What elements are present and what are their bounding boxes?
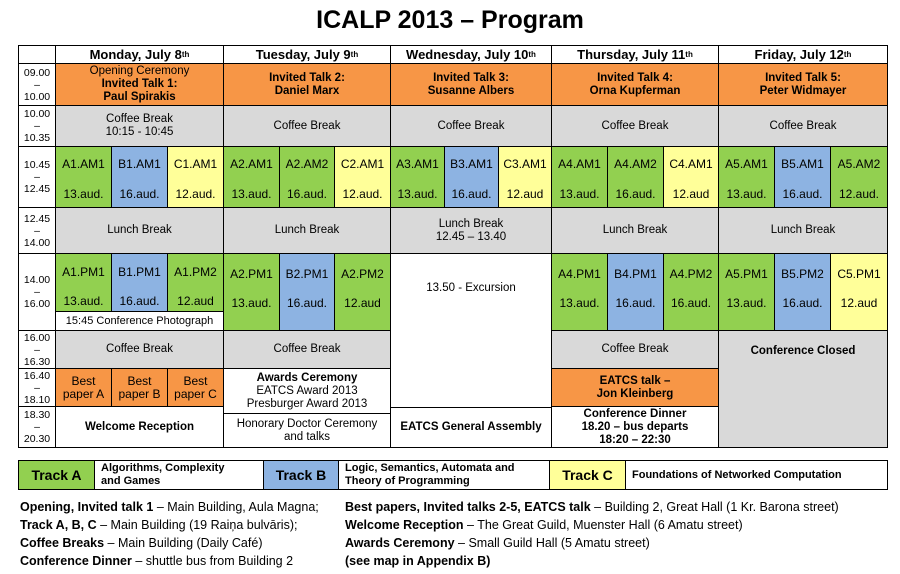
legend-track-a: Track A <box>18 460 95 490</box>
session-a3-am1: A3.AM1 13.aud. <box>390 146 445 208</box>
session-c2-am1: C2.AM1 12.aud. <box>334 146 391 208</box>
lunch-break: Lunch Break <box>223 207 391 254</box>
note-row: Best papers, Invited talks 2-5, EATCS talk – Building 2, Great Hall (1 Kr. Barona street) <box>345 500 839 514</box>
lunch-break: Lunch Break <box>55 207 224 254</box>
session-b5-am1: B5.AM1 16.aud. <box>774 146 831 208</box>
best-paper-c: Best paper C <box>167 368 224 407</box>
day-header-monday: Monday, July 8 th <box>55 45 224 64</box>
eatcs-talk: EATCS talk – Jon Kleinberg <box>551 368 719 407</box>
awards-ceremony: Awards Ceremony EATCS Award 2013 Presburger Award 2013 <box>223 368 391 414</box>
note-row: Awards Ceremony – Small Guild Hall (5 Amatu street) <box>345 536 650 550</box>
day-header-tuesday: Tuesday, July 9 th <box>223 45 391 64</box>
time-slot: 16.00 – 16.30 <box>18 330 56 369</box>
session-b3-am1: B3.AM1 16.aud. <box>444 146 499 208</box>
time-slot: 10.45 – 12.45 <box>18 146 56 208</box>
session-c4-am1: C4.AM1 12.aud <box>663 146 719 208</box>
legend-track-b-desc: Logic, Semantics, Automata and Theory of Programming <box>338 460 550 490</box>
conference-dinner: Conference Dinner 18.20 – bus departs 18:20 – 22:30 <box>551 406 719 448</box>
legend-track-c: Track C <box>549 460 626 490</box>
note-row: Conference Dinner – shuttle bus from Building 2 <box>20 554 294 568</box>
best-paper-b: Best paper B <box>111 368 168 407</box>
conference-photograph: 15:45 Conference Photograph <box>55 311 224 331</box>
session-b1-pm1: B1.PM1 16.aud. <box>111 253 168 312</box>
time-slot: 09.00 – 10.00 <box>18 63 56 106</box>
session-a1-pm1: A1.PM1 13.aud. <box>55 253 112 312</box>
coffee-break-am: Coffee Break 10:15 - 10:45 <box>55 105 224 147</box>
session-a4-pm2: A4.PM2 16.aud. <box>663 253 719 331</box>
invited-talk-4: Invited Talk 4: Orna Kupferman <box>551 63 719 106</box>
note-row: Welcome Reception – The Great Guild, Muenster Hall (6 Amatu street) <box>345 518 743 532</box>
session-b5-pm2: B5.PM2 16.aud. <box>774 253 831 331</box>
legend-track-c-desc: Foundations of Networked Computation <box>625 460 888 490</box>
lunch-break: Lunch Break <box>551 207 719 254</box>
session-a5-am1: A5.AM1 13.aud. <box>718 146 775 208</box>
table-corner <box>18 45 56 64</box>
day-header-wednesday: Wednesday, July 10 th <box>390 45 552 64</box>
time-slot: 12.45 – 14.00 <box>18 207 56 254</box>
note-row: Track A, B, C – Main Building (19 Raiņa bulvāris); <box>20 518 298 532</box>
session-a2-pm2: A2.PM2 12.aud <box>334 253 391 331</box>
time-slot: 16.40 – 18.10 <box>18 368 56 407</box>
day-name: Thursday, July 11 <box>577 47 686 62</box>
time-slot: 10.00 – 10.35 <box>18 105 56 147</box>
invited-talk-2: Invited Talk 2: Daniel Marx <box>223 63 391 106</box>
session-b4-pm1: B4.PM1 16.aud. <box>607 253 664 331</box>
honorary-doctor-ceremony: Honorary Doctor Ceremony and talks <box>223 413 391 448</box>
day-name: Wednesday, July 10 <box>406 47 529 62</box>
coffee-break-pm: Coffee Break <box>551 330 719 369</box>
session-a1-am1: A1.AM1 13.aud. <box>55 146 112 208</box>
opening-ceremony: Opening Ceremony Invited Talk 1: Paul Spirakis <box>55 63 224 106</box>
session-c5-pm1: C5.PM1 12.aud <box>830 253 888 331</box>
session-a5-am2: A5.AM2 12.aud. <box>830 146 888 208</box>
invited-talk-5: Invited Talk 5: Peter Widmayer <box>718 63 888 106</box>
coffee-break-am: Coffee Break <box>551 105 719 147</box>
day-name: Monday, July 8 <box>89 47 182 62</box>
eatcs-general-assembly: EATCS General Assembly <box>390 407 552 448</box>
day-name: Friday, July 12 <box>754 47 844 62</box>
day-header-friday: Friday, July 12 th <box>718 45 888 64</box>
page-title: ICALP 2013 – Program <box>316 6 584 34</box>
time-slot: 14.00 – 16.00 <box>18 253 56 331</box>
session-b2-pm1: B2.PM1 16.aud. <box>279 253 335 331</box>
lunch-break: Lunch Break 12.45 – 13.40 <box>390 207 552 254</box>
session-a2-pm1: A2.PM1 13.aud. <box>223 253 280 331</box>
coffee-break-pm: Coffee Break <box>55 330 224 369</box>
excursion: 13.50 - Excursion <box>390 253 552 408</box>
best-paper-a: Best paper A <box>55 368 112 407</box>
session-c1-am1: C1.AM1 12.aud. <box>167 146 224 208</box>
invited-talk-3: Invited Talk 3: Susanne Albers <box>390 63 552 106</box>
note-row: Opening, Invited talk 1 – Main Building, Aula Magna; <box>20 500 319 514</box>
coffee-break-am: Coffee Break <box>390 105 552 147</box>
legend-track-a-desc: Algorithms, Complexity and Games <box>94 460 264 490</box>
session-b1-am1: B1.AM1 16.aud. <box>111 146 168 208</box>
lunch-break: Lunch Break <box>718 207 888 254</box>
session-a4-am2: A4.AM2 16.aud. <box>607 146 664 208</box>
coffee-break-pm: Coffee Break <box>223 330 391 369</box>
coffee-break-am: Coffee Break <box>223 105 391 147</box>
session-a1-pm2: A1.PM2 12.aud <box>167 253 224 312</box>
note-row: (see map in Appendix B) <box>345 554 491 568</box>
note-row: Coffee Breaks – Main Building (Daily Café) <box>20 536 263 550</box>
legend-track-b: Track B <box>263 460 339 490</box>
coffee-break-am: Coffee Break <box>718 105 888 147</box>
time-slot: 18.30 – 20.30 <box>18 406 56 448</box>
session-c3-am1: C3.AM1 12.aud <box>498 146 552 208</box>
welcome-reception: Welcome Reception <box>55 406 224 448</box>
session-a4-pm1: A4.PM1 13.aud. <box>551 253 608 331</box>
day-header-thursday: Thursday, July 11 th <box>551 45 719 64</box>
conference-closed: Conference Closed <box>718 330 888 448</box>
day-name: Tuesday, July 9 <box>255 47 351 62</box>
session-a2-am1: A2.AM1 13.aud. <box>223 146 280 208</box>
session-a4-am1: A4.AM1 13.aud. <box>551 146 608 208</box>
session-a2-am2: A2.AM2 16.aud. <box>279 146 335 208</box>
session-a5-pm1: A5.PM1 13.aud. <box>718 253 775 331</box>
